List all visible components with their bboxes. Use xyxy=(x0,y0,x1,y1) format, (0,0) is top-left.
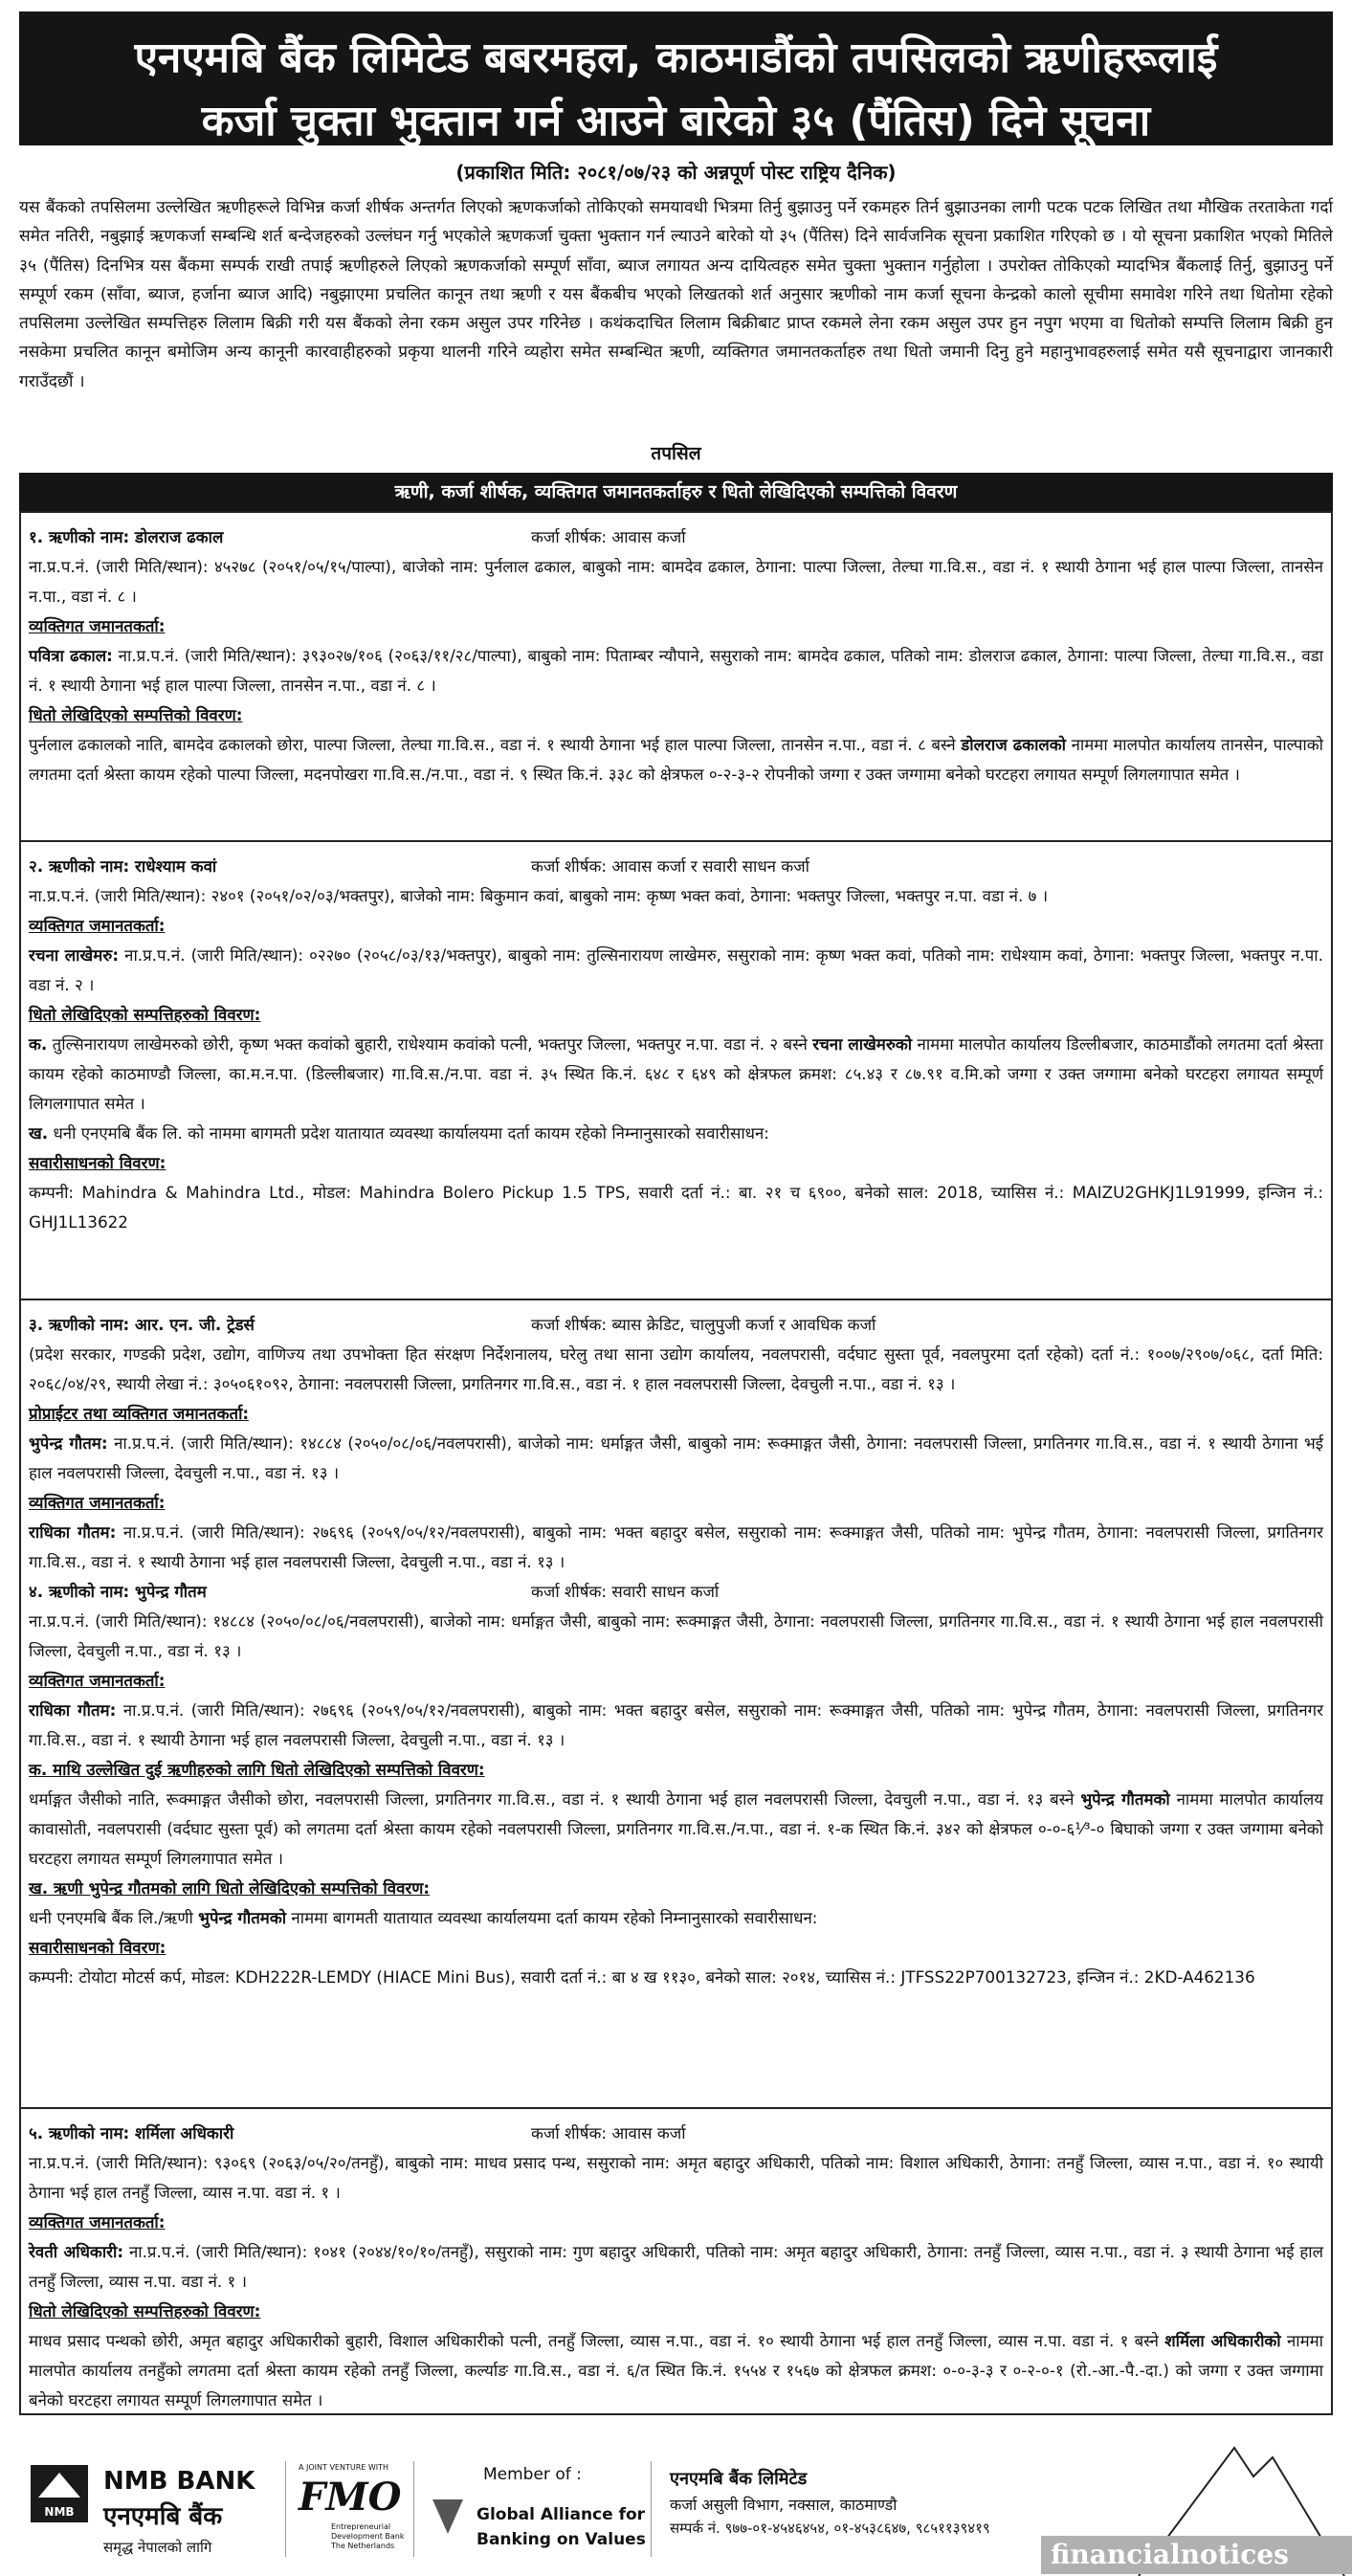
property-details: नाममा मालपोत कार्यालय कावासोती, नवलपरासी (वर्दघाट सुस्ता पूर्व) को लगतमा दर्ता श्रेस्ता कायम रहेको नवलपरासी जिल्ला, प्रगतिनगर गा.वि.स./न.पा., वडा नं. १-क स्थित कि.नं. ३४२ को क्षेत्रफल ०-०-६¹⁄³-० बिघाको जग्गा र उक्त जग्गामा बनेको घरटहरा लगायत सम्पूर्ण लिगलगापात समेत । xyxy=(29,1789,1323,1868)
bank-name-nepali: एनएमबि बैंक xyxy=(103,2502,223,2531)
property-details: धर्माङ्गत जैसीको नाति, रूक्माङ्गत जैसीको छोरा, नवलपरासी जिल्ला, प्रगतिनगर गा.वि.स., वडा नं. १ स्थायी ठेगाना भई हाल नवलपरासी जिल्ला, देवचुली न.पा., वडा नं. १३ बस्ने xyxy=(29,1789,1075,1809)
footer-separator xyxy=(285,2461,286,2557)
borrower-details: (प्रदेश सरकार, गण्डकी प्रदेश, उद्योग, वाणिज्य तथा उपभोक्ता हित संरक्षण निर्देशनालय, घरेलु तथा साना उद्योग कार्यालय, नवलपरासी, वर्दघाट सुस्ता पूर्व, नवलपुरमा दर्ता रहेको) दर्ता नं.: १००७/२९०७/०६८, दर्ता मिति: २०६८/०४/२९, स्थायी लेखा नं.: ३०५०६१०९२, ठेगाना: नवलपरासी जिल्ला, प्रगतिनगर गा.वि.स., वडा नं. १ हाल नवलपरासी जिल्ला, देवचुली न.पा., वडा नं. १३ । xyxy=(29,1344,1323,1393)
gabv-icon xyxy=(432,2499,463,2534)
loan-type: कर्जा शीर्षक: आवास कर्जा र सवारी साधन कर्जा xyxy=(531,856,809,876)
property-details: माधव प्रसाद पन्थको छोरी, अमृत बहादुर अधिकारीको बुहारी, विशाल अधिकारीको पत्नी, तनहुँ जिल्ला, व्यास न.पा., वडा नं. १० स्थायी ठेगाना भई हाल तनहुँ जिल्ला, व्यास न.पा. वडा नं. १ बस्ने xyxy=(29,2331,1159,2350)
entry-divider xyxy=(19,2107,1333,2109)
proprietor-details: ना.प्र.प.नं. (जारी मिति/स्थान): १४८८४ (२०५०/०८/०६/नवलपरासी), बाजेको नाम: धर्माङ्गत जैसी, बाबुको नाम: रूक्माङ्गत जैसी, ठेगाना: नवलपरासी जिल्ला, प्रगतिनगर गा.वि.स., वडा नं. १ स्थायी ठेगाना भई हाल नवलपरासी जिल्ला, देवचुली न.पा., वडा नं. १३ । xyxy=(29,1433,1323,1482)
property-label: ख. xyxy=(29,1123,49,1143)
property-heading: धितो लेखिदिएको सम्पत्तिहरुको विवरण: xyxy=(29,2301,261,2321)
borrower-entry-5 xyxy=(29,2119,1323,2415)
footer-separator xyxy=(413,2461,414,2557)
mountain-peak-icon xyxy=(38,2473,80,2498)
guarantor-name: रेवती अधिकारी: xyxy=(29,2242,124,2261)
nmb-logo-text: NMB xyxy=(44,2505,75,2519)
property-owner: डोलराज ढकालको xyxy=(961,735,1067,754)
guarantor-details: ना.प्र.प.नं. (जारी मिति/स्थान): २७६९६ (२०५९/०५/१२/नवलपरासी), बाबुको नाम: भक्त बहादुर बसेल, ससुराको नाम: रूक्माङ्गत जैसी, पतिको नाम: भुपेन्द्र गौतम, ठेगाना: नवलपरासी जिल्ला, प्रगतिनगर गा.वि.स., वडा नं. १ स्थायी ठेगाना भई हाल नवलपरासी जिल्ला, देवचुली न.पा., वडा नं. १३ । xyxy=(29,1522,1323,1571)
bank-tagline: समृद्ध नेपालको लागि xyxy=(103,2539,212,2556)
borrower-entry-1 xyxy=(29,522,1323,789)
entry-divider xyxy=(19,1299,1333,1300)
fmo-logo: FMO xyxy=(299,2475,402,2520)
property-heading: धितो लेखिदिएको सम्पत्तिको विवरण: xyxy=(29,705,243,724)
property-heading: क. माथि उल्लेखित दुई ऋणीहरुको लागि धितो लेखिदिएको सम्पत्तिको विवरण: xyxy=(29,1760,485,1779)
property-owner: भुपेन्द्र गौतमको xyxy=(1080,1789,1170,1809)
borrower-name: २. ऋणीको नाम: राधेश्याम कवां xyxy=(29,856,217,876)
guarantor-details: ना.प्र.प.नं. (जारी मिति/स्थान): ३९३०२७/१०६ (२०६३/११/२८/पाल्पा), बाबुको नाम: पिताम्बर न्यौपाने, ससुराको नाम: बामदेव ढकाल, पतिको नाम: डोलराज ढकाल, ठेगाना: पाल्पा जिल्ला, तेल्घा गा.वि.स., वडा नं. १ स्थायी ठेगाना भई हाल पाल्पा जिल्ला, तानसेन न.पा., वडा नं. ८ । xyxy=(29,646,1324,695)
borrower-name: ५. ऋणीको नाम: शर्मिला अधिकारी xyxy=(29,2123,234,2143)
borrower-details: ना.प्र.प.नं. (जारी मिति/स्थान): १४८८४ (२०५०/०८/०६/नवलपरासी), बाजेको नाम: धर्माङ्गत जैसी, बाबुको नाम: रूक्माङ्गत जैसी, ठेगाना: नवलपरासी जिल्ला, प्रगतिनगर गा.वि.स., वडा नं. १ स्थायी ठेगाना भई हाल नवलपरासी जिल्ला, देवचुली न.पा., वडा नं. १३ । xyxy=(29,1611,1323,1660)
property-details: नाममा मालपोत कार्यालय तनहुँको लगतमा दर्ता श्रेस्ता कायम रहेको तनहुँ जिल्ला, कर्ल्याङ गा.वि.स., वडा नं. ६/त स्थित कि.नं. १५५४ र १५६७ को क्षेत्रफल क्रमश: ०-०-३-३ र ०-२-०-१ (रो.-आ.-पै.-दा.) को जग्गा र उक्त जग्गामा बनेको घरटहरा लगायत सम्पूर्ण लिगलगापात समेत । xyxy=(29,2331,1324,2409)
vehicle-details: कम्पनी: टोयोटा मोटर्स कर्प, मोडल: KDH222R-LEMDY (HIACE Mini Bus), सवारी दर्ता नं.: बा ४ ख ११३०, बनेको साल: २०१४, च्यासिस नं.: JTFSS22P700132723, इन्जिन नं.: 2KD-A462136 xyxy=(29,1967,1255,1987)
gabv-name-line-1: Global Alliance for xyxy=(477,2505,646,2524)
notice-title-banner xyxy=(19,11,1333,145)
property-details: पुर्नलाल ढकालको नाति, बामदेव ढकालको छोरा, पाल्पा जिल्ला, तेल्घा गा.वि.स., वडा नं. १ स्थायी ठेगाना भई हाल पाल्पा जिल्ला, तानसेन न.पा., वडा नं. ८ बस्ने xyxy=(29,735,956,754)
schedule-heading: तपसिल xyxy=(651,443,701,464)
property-details: नाममा मालपोत कार्यालय डिल्लीबजार, काठमाडौंको लगतमा दर्ता श्रेस्ता कायम रहेको काठमाण्डौ जिल्ला, का.म.न.पा. (डिल्लीबजार) गा.वि.स./न.पा. वडा नं. ३५ स्थित कि.नं. ६४८ र ६४९ को क्षेत्रफल क्रमश: ८५.४३ र ८७.९१ व.मि.को जग्गा र उक्त जग्गामा बनेको घरटहरा लगायत सम्पूर्ण लिगलगापात समेत । xyxy=(29,1034,1324,1113)
proprietor-heading: प्रोप्राईटर तथा व्यक्तिगत जमानतकर्ता: xyxy=(29,1404,250,1423)
fmo-venture-label: A JOINT VENTURE WITH xyxy=(299,2463,389,2472)
property-heading: धितो लेखिदिएको सम्पत्तिहरुको विवरण: xyxy=(29,1005,261,1024)
fmo-subtitle: Entrepreneurial Development Bank The Netherlands xyxy=(331,2522,405,2550)
notice-title-line-1: एनएमबि बैंक लिमिटेड बबरमहल, काठमाडौंको तपसिलको ऋणीहरूलाई xyxy=(134,33,1218,82)
property-owner: रचना लाखेमरुको xyxy=(812,1034,913,1054)
gabv-member-label: Member of : xyxy=(483,2465,582,2484)
bank-name-english: NMB BANK xyxy=(103,2467,255,2496)
borrower-entry-3 xyxy=(29,1310,1323,1992)
property-owner: भुपेन्द्र गौतमको xyxy=(198,1908,287,1927)
loan-type: कर्जा शीर्षक: आवास कर्जा xyxy=(531,2123,686,2143)
guarantor-heading: व्यक्तिगत जमानतकर्ता: xyxy=(29,2212,166,2232)
property-details: नाममा बागमती यातायात व्यवस्था कार्यालयमा दर्ता कायम रहेको निम्नानुसारको सवारीसाधन: xyxy=(291,1908,818,1927)
vehicle-heading: सवारीसाधनको विवरण: xyxy=(29,1153,166,1172)
loan-type: कर्जा शीर्षक: सवारी साधन कर्जा xyxy=(531,1582,720,1601)
guarantor-heading: व्यक्तिगत जमानतकर्ता: xyxy=(29,916,166,935)
guarantor-heading: व्यक्तिगत जमानतकर्ता: xyxy=(29,1493,166,1512)
loan-type: कर्जा शीर्षक: ब्यास क्रेडिट, चालुपुजी कर्जा र आवधिक कर्जा xyxy=(531,1315,876,1334)
borrower-details: ना.प्र.प.नं. (जारी मिति/स्थान): ९३०६९ (२०६३/०५/२०/तनहुँ), बाबुको नाम: माधव प्रसाद पन्थ, ससुराको नाम: अमृत बहादुर अधिकारी, पतिको नाम: विशाल अधिकारी, ठेगाना: तनहुँ जिल्ला, व्यास न.पा., वडा नं. १० स्थायी ठेगाना भई हाल तनहुँ जिल्ला, व्यास न.पा. वडा नं. १ । xyxy=(29,2153,1323,2202)
vehicle-heading: सवारीसाधनको विवरण: xyxy=(29,1938,166,1957)
loan-type: कर्जा शीर्षक: आवास कर्जा xyxy=(531,527,686,546)
borrower-name: ३. ऋणीको नाम: आर. एन. जी. ट्रेडर्स xyxy=(29,1315,255,1334)
guarantor-name: राधिका गौतम: xyxy=(29,1522,117,1542)
property-details: धनी एनएमबि बैंक लि./ऋणी xyxy=(29,1908,193,1927)
borrower-name: १. ऋणीको नाम: डोलराज ढकाल xyxy=(29,527,224,546)
details-heading-bar: ऋणी, कर्जा शीर्षक, व्यक्तिगत जमानतकर्ताहरु र धितो लेखिदिएको सम्पत्तिको विवरण xyxy=(19,473,1333,511)
borrower-details: ना.प्र.प.नं. (जारी मिति/स्थान): ४५२७८ (२०५१/०५/१५/पाल्पा), बाजेको नाम: पुर्नलाल ढकाल, बाबुको नाम: बामदेव ढकाल, ठेगाना: पाल्पा जिल्ला, तेल्घा गा.वि.स., वडा नं. १ स्थायी ठेगाना भई हाल पाल्पा जिल्ला, तानसेन न.पा., वडा नं. ८ । xyxy=(29,557,1323,606)
guarantor-name: पवित्रा ढकाल: xyxy=(29,646,113,665)
notice-title-line-2: कर्जा चुक्ता भुक्तान गर्न आउने बारेको ३५ (पैंतिस) दिने सूचना xyxy=(201,97,1151,145)
property-label: क. xyxy=(29,1034,48,1054)
watermark: financialnotices xyxy=(1041,2536,1352,2574)
property-details: धनी एनएमबि बैंक लि. को नाममा बागमती प्रदेश यातायात व्यवस्था कार्यालयमा दर्ता कायम रहेको निम्नानुसारको सवारीसाधन: xyxy=(53,1123,769,1143)
intro-paragraph: यस बैंकको तपसिलमा उल्लेखित ऋणीहरूले विभिन्न कर्जा शीर्षक अन्तर्गत लिएको ऋणकर्जाको तोकिएको समयावधी भित्रमा तिर्नु बुझाउनु पर्ने रकमहरु तिर्न बुझाउनका लागी पटक पटक लिखित तथा मौखिक तरताकेता गर्दा समेत नतिरी, नबुझाई ऋणकर्जा सम्बन्धि शर्त बन्देजहरुको उल्लंघन गर्नु भएकोले ऋणकर्जा चुक्ता भुक्तान गर्न ल्याउने बारेको यो ३५ (पैंतिस) दिने सार्वजनिक सूचना प्रकाशित गरिएको छ । यो सूचना प्रकाशित भएको मितिले ३५ (पैंतिस) दिनभित्र यस बैंकमा सम्पर्क राखी तपाई ऋणीहरुले लिएको ऋणकर्जाको सम्पूर्ण साँवा, ब्याज लगायत अन्य दायित्वहरु समेत चुक्ता भुक्तान गर्नुहोला । उपरोक्त तोकिएको म्यादभित्र बैंकलाई तिर्नु, बुझाउनु पर्ने सम्पूर्ण रकम (साँवा, ब्याज, हर्जाना ब्याज आदि) नबुझाएमा प्रचलित कानून तथा ऋणी र यस बैंकबीच भएको लिखतको शर्त अनुसार ऋणीको नाम कर्जा सूचना केन्द्रको कालो सूचीमा समावेश गरिने तथा धितोमा रहेको तपसिलमा उल्लेखित सम्पत्तिहरु लिलाम बिक्री गरी यस बैंकको लेना रकम असुल उपर गरिनेछ । कथंकदाचित लिलाम बिक्रीबाट प्राप्त रकमले लेना रकम असुल उपर हुन नपुग भएमा वा धितोको सम्पत्ति लिलाम बिक्री हुन नसकेमा प्रचलित कानून बमोजिम अन्य कानूनी कारवाहीहरुको प्रकृया थालनी गरिने व्यहोरा समेत सम्बन्धित ऋणी, व्यक्तिगत जमानतकर्ताहरु तथा धितो जमानी दिनु हुने महानुभावहरुलाई समेत यसै सूचनाद्वारा जानकारी गराउँदछौं । xyxy=(19,198,1333,391)
property-details: नाममा मालपोत कार्यालय तानसेन, पाल्पाको लगतमा दर्ता श्रेस्ता कायम रहेको पाल्पा जिल्ला, मदनपोखरा गा.वि.स./न.पा., वडा नं. ९ स्थित कि.नं. ३३८ को क्षेत्रफल ०-२-३-२ रोपनीको जग्गा र उक्त जग्गामा बनेको घरटहरा लगायत सम्पूर्ण लिगलगापात समेत । xyxy=(29,735,1323,784)
guarantor-details: ना.प्र.प.नं. (जारी मिति/स्थान): २७६९६ (२०५९/०५/१२/नवलपरासी), बाबुको नाम: भक्त बहादुर बसेल, ससुराको नाम: रूक्माङ्गत जैसी, पतिको नाम: भुपेन्द्र गौतम, ठेगाना: नवलपरासी जिल्ला, प्रगतिनगर गा.वि.स., वडा नं. १ स्थायी ठेगाना भई हाल नवलपरासी जिल्ला, देवचुली न.पा., वडा नं. १३ । xyxy=(29,1700,1323,1749)
borrower-name: ४. ऋणीको नाम: भुपेन्द्र गौतम xyxy=(29,1582,207,1601)
contact-phone: सम्पर्क नं. ९७७-०१-४५४६४५४, ०१-४५३८६४७, ९८५११३९४१९ xyxy=(670,2520,990,2537)
borrower-entry-4 xyxy=(29,1577,1323,1607)
contact-department: कर्जा असुली विभाग, नक्साल, काठमाण्डौ xyxy=(670,2496,898,2514)
property-heading: ख. ऋणी भुपेन्द्र गौतमको लागि धितो लेखिदिएको सम्पत्तिको विवरण: xyxy=(29,1878,431,1898)
guarantor-details: ना.प्र.प.नं. (जारी मिति/स्थान): १०४१ (२०४४/१०/१०/तनहुँ), ससुराको नाम: गुण बहादुर अधिकारी, पतिको नाम: अमृत बहादुर अधिकारी, ठेगाना: तनहुँ जिल्ला, व्यास न.पा., वडा नं. ३ स्थायी ठेगाना भई हाल तनहुँ जिल्ला, व्यास न.पा. वडा नं. १ । xyxy=(29,2242,1323,2291)
guarantor-heading: व्यक्तिगत जमानतकर्ता: xyxy=(29,1671,166,1690)
nmb-logo xyxy=(31,2465,88,2522)
guarantor-name: राधिका गौतम: xyxy=(29,1700,117,1720)
entry-divider xyxy=(19,840,1333,842)
footer-separator xyxy=(651,2461,652,2557)
vehicle-details: कम्पनी: Mahindra & Mahindra Ltd., मोडल: Mahindra Bolero Pickup 1.5 TPS, सवारी दर्ता नं.: बा. २१ च ६९००, बनेको साल: 2018, च्यासिस नं.: MAIZU2GHKJ1L91999, इन्जिन नं.: GHJ1L13622 xyxy=(29,1183,1323,1232)
notice-footer xyxy=(0,2438,1352,2576)
borrower-entry-2 xyxy=(29,852,1323,1237)
proprietor-name: भुपेन्द्र गौतम: xyxy=(29,1433,108,1453)
contact-bank-name: एनएमबि बैंक लिमिटेड xyxy=(670,2469,808,2489)
guarantor-name: रचना लाखेमरु: xyxy=(29,945,120,965)
guarantor-details: ना.प्र.प.नं. (जारी मिति/स्थान): ०२२७० (२०५८/०३/१३/भक्तपुर), बाबुको नाम: तुल्सिनारायण लाखेमरु, ससुराको नाम: कृष्ण भक्त कवां, पतिको नाम: राधेश्याम कवां, ठेगाना: भक्तपुर जिल्ला, भक्तपुर न.पा. वडा नं. २ । xyxy=(29,945,1323,994)
gabv-name-line-2: Banking on Values xyxy=(477,2530,646,2549)
guarantor-heading: व्यक्तिगत जमानतकर्ता: xyxy=(29,616,166,635)
property-details: तुल्सिनारायण लाखेमरुको छोरी, कृष्ण भक्त कवांको बुहारी, राधेश्याम कवांको पत्नी, भक्तपुर जिल्ला, भक्तपुर न.पा. वडा नं. २ बस्ने xyxy=(52,1034,808,1054)
property-owner: शर्मिला अधिकारीको xyxy=(1164,2331,1281,2350)
publication-info: (प्रकाशित मिति: २०८१/०७/२३ को अन्नपूर्ण पोस्ट राष्ट्रिय दैनिक) xyxy=(455,161,897,184)
borrower-details: ना.प्र.प.नं. (जारी मिति/स्थान): २४०१ (२०५१/०२/०३/भक्तपुर), बाजेको नाम: बिकुमान कवां, बाबुको नाम: कृष्ण भक्त कवां, ठेगाना: भक्तपुर जिल्ला, भक्तपुर न.पा. वडा नं. ७ । xyxy=(29,886,1049,905)
